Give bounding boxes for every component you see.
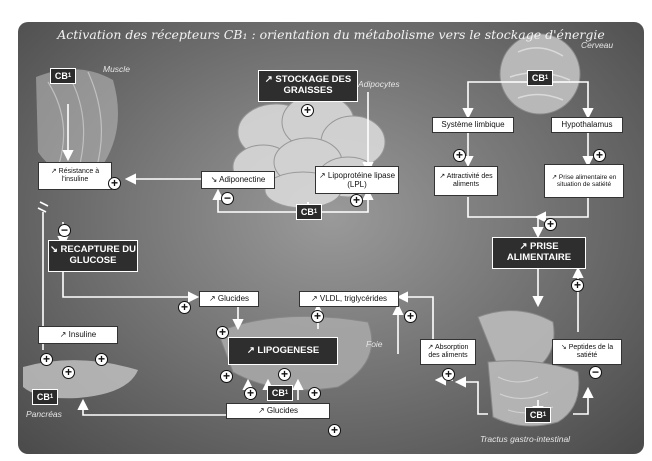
plus-sign: + — [328, 424, 341, 437]
organ-label-adipocytes: Adipocytes — [358, 79, 400, 89]
plus-sign: + — [220, 370, 233, 383]
cb1-subscript: 1 — [49, 393, 54, 400]
insuline-box: ↗ Insuline — [38, 326, 118, 344]
prise-satiete-box: ↗ Prise alimentaire en situation de satiété — [544, 164, 624, 198]
cb1-label: CB — [531, 72, 545, 83]
cb1-pancreas — [32, 389, 58, 405]
cb1-label: CB — [300, 206, 314, 217]
attractivite-box: ↗ Attractivité des aliments — [434, 166, 498, 196]
cb1-cerveau — [527, 70, 553, 86]
adiponectine-box: ↘ Adiponectine — [201, 171, 275, 189]
diagram-title: Activation des récepteurs CB₁ : orientation du métabolisme vers le stockage d'énergie — [57, 27, 605, 42]
lpl-box: ↗ Lipoprotéine lipase (LPL) — [315, 166, 399, 194]
minus-sign: − — [221, 192, 234, 205]
systeme-limbique-box: Système limbique — [432, 117, 514, 133]
cb1-adipocytes — [296, 204, 322, 220]
diagram-frame — [18, 22, 644, 454]
plus-sign: + — [350, 194, 363, 207]
plus-sign: + — [544, 218, 557, 231]
plus-sign: + — [62, 366, 75, 379]
plus-sign: + — [95, 353, 108, 366]
plus-sign: + — [301, 104, 314, 117]
hypothalamus-box: Hypothalamus — [551, 117, 623, 133]
prise-alimentaire-box: ↗ PRISE ALIMENTAIRE — [492, 237, 586, 269]
cb1-label: CB — [529, 409, 543, 420]
cb1-tractus — [525, 407, 551, 423]
plus-sign: + — [404, 310, 417, 323]
glucides-bottom-box: ↗ Glucides — [226, 403, 330, 419]
minus-sign: − — [589, 366, 602, 379]
cb1-label: CB — [36, 391, 50, 402]
plus-sign: + — [571, 279, 584, 292]
cb1-subscript: 1 — [284, 389, 289, 396]
cb1-subscript: 1 — [542, 411, 547, 418]
cb1-label: CB — [271, 387, 285, 398]
plus-sign: + — [108, 177, 121, 190]
resistance-insuline-box: ↗ Résistance à l'insuline — [38, 162, 112, 190]
cb1-subscript: 1 — [67, 72, 72, 79]
absorption-box: ↗ Absorption des aliments — [420, 339, 476, 365]
plus-sign: + — [178, 301, 191, 314]
plus-sign: + — [308, 387, 321, 400]
organ-label-pancreas: Pancréas — [26, 409, 62, 419]
plus-sign: + — [593, 149, 606, 162]
lipogenese-box: ↗ LIPOGENESE — [228, 337, 338, 365]
cb1-foie — [267, 385, 293, 401]
minus-sign: − — [58, 224, 71, 237]
cb1-muscle — [50, 68, 76, 84]
plus-sign: + — [244, 387, 257, 400]
recapture-glucose-box: ↘ RECAPTURE DU GLUCOSE — [48, 240, 138, 272]
organ-label-foie: Foie — [366, 339, 383, 349]
cb1-subscript: 1 — [544, 74, 549, 81]
vldl-box: ↗ VLDL, triglycérides — [299, 291, 399, 307]
stockage-graisses-box: ↗ STOCKAGE DES GRAISSES — [258, 70, 358, 102]
plus-sign: + — [40, 353, 53, 366]
cb1-label: CB — [54, 70, 68, 81]
plus-sign: + — [278, 368, 291, 381]
glucides-mid-box: ↗ Glucides — [199, 291, 259, 307]
plus-sign: + — [216, 326, 229, 339]
plus-sign: + — [453, 149, 466, 162]
organ-label-cerveau: Cerveau — [581, 40, 614, 50]
cb1-subscript: 1 — [313, 208, 318, 215]
organ-label-muscle: Muscle — [103, 64, 130, 74]
organ-label-tractus: Tractus gastro-intestinal — [480, 434, 571, 444]
plus-sign: + — [311, 310, 324, 323]
plus-sign: + — [442, 368, 455, 381]
peptides-box: ↘ Peptides de la satiété — [552, 339, 622, 365]
